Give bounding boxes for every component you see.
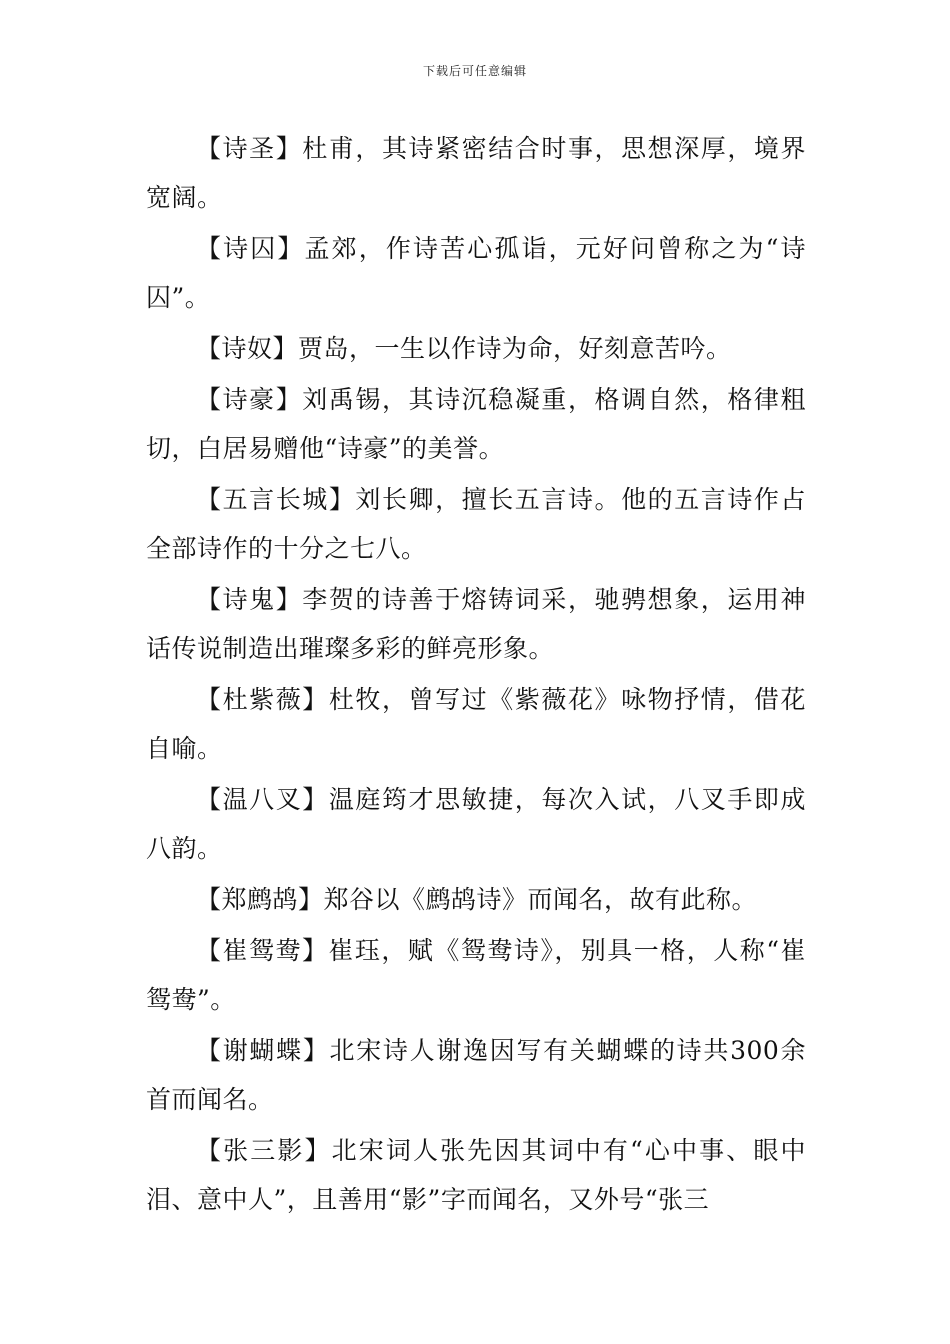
- paragraph-du-ziwei: 【杜紫薇】杜牧，曾写过《紫薇花》咏物抒情，借花自喻。: [146, 685, 806, 763]
- paragraph-zhang-sanying: 【张三影】北宋词人张先因其词中有“心中事、眼中泪、意中人”，且善用“影”字而闻名，又外号“张三: [146, 1136, 806, 1214]
- paragraph-zheng-zhegu: 【郑鹧鸪】郑谷以《鹧鸪诗》而闻名，故有此称。: [196, 885, 758, 914]
- paragraph-wen-bacha: 【温八叉】温庭筠才思敏捷，每次入试，八叉手即成八韵。: [146, 785, 806, 863]
- document-body: [146, 124, 806, 1224]
- page-header-note: 下载后可任意编辑: [422, 64, 527, 78]
- paragraph-cui-yuanyang: 【崔鸳鸯】崔珏，赋《鸳鸯诗》，别具一格，人称“崔鸳鸯”。: [146, 936, 806, 1014]
- paragraph-shiqiu: 【诗囚】孟郊，作诗苦心孤诣，元好问曾称之为“诗囚”。: [146, 234, 806, 312]
- paragraph-wuyan-changcheng: 【五言长城】刘长卿，擅长五言诗。他的五言诗作占全部诗作的十分之七八。: [146, 485, 806, 563]
- paragraph-shigui: 【诗鬼】李贺的诗善于熔铸词采，驰骋想象，运用神话传说制造出璀璨多彩的鲜亮形象。: [146, 585, 806, 663]
- paragraph-shisheng: 【诗圣】杜甫，其诗紧密结合时事，思想深厚，境界宽阔。: [146, 134, 806, 212]
- paragraph-xie-hudie: 【谢蝴蝶】北宋诗人谢逸因写有关蝴蝶的诗共300余首而闻名。: [146, 1036, 806, 1114]
- paragraph-shinu: 【诗奴】贾岛，一生以作诗为命，好刻意苦吟。: [196, 334, 732, 363]
- paragraph-shihao: 【诗豪】刘禹锡，其诗沉稳凝重，格调自然，格律粗切，白居易赠他“诗豪”的美誉。: [146, 385, 806, 463]
